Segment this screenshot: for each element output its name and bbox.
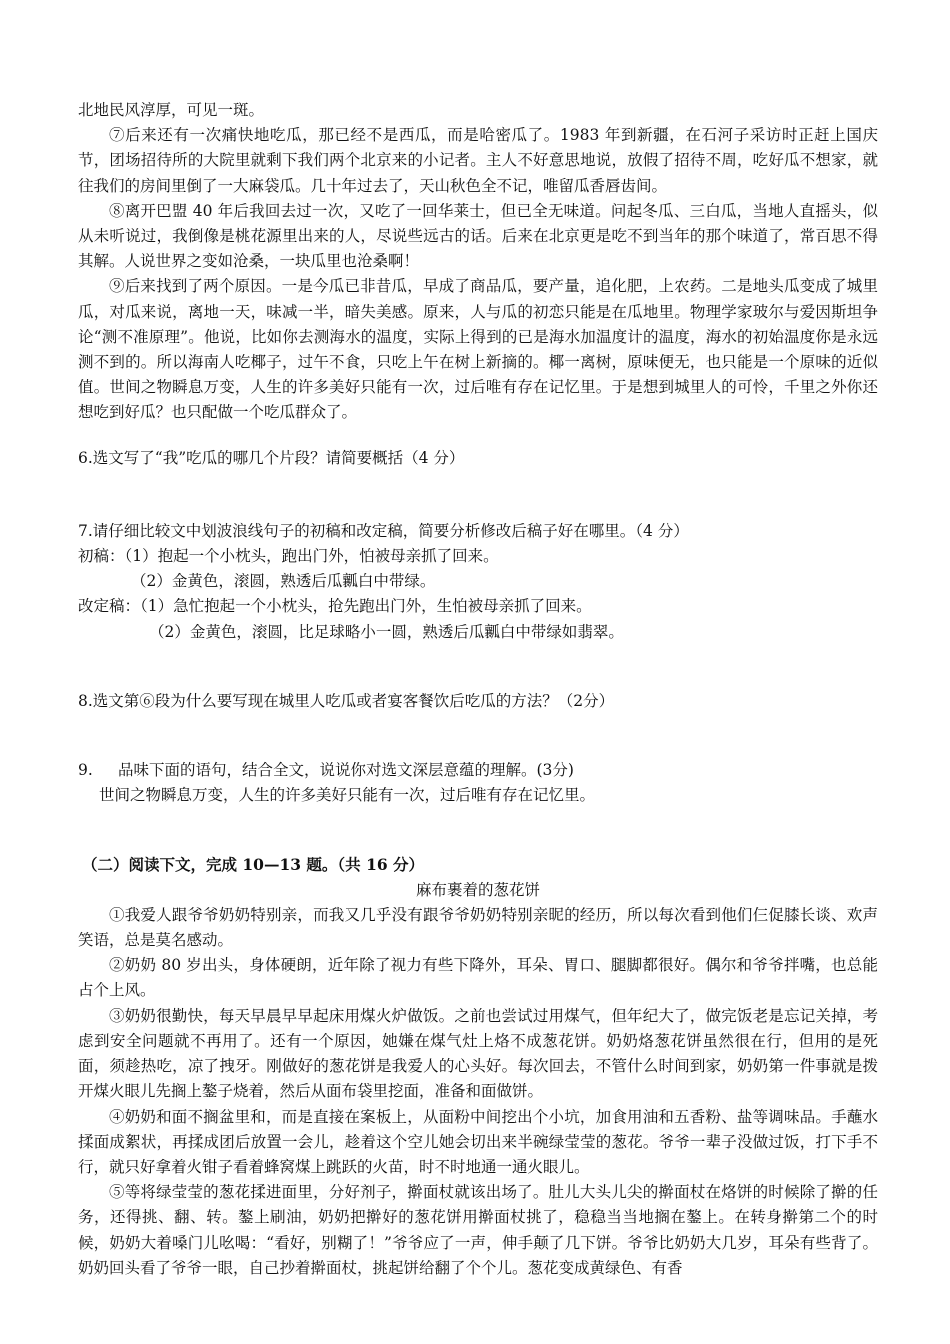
paragraph: ⑧离开巴盟 40 年后我回去过一次，又吃了一回华莱士，但已全无味道。问起冬瓜、三白瓜，当地人直摇头，似从未听说过，我倒像是桃花源里出来的人，尽说些远古的话。后来在北京更是吃不到当年的那个味道了，常百思不得其解。人说世界之变如沧桑，一块瓜里也沧桑啊！ — [78, 201, 878, 271]
final-sentence-1: （1）急忙抱起一个小枕头，抢先跑出门外，生怕被母亲抓了回来。 — [140, 597, 592, 616]
section-2 — [78, 852, 878, 1280]
paragraph: 北地民风淳厚，可见一斑。 — [78, 101, 265, 119]
paragraph: ⑦后来还有一次痛快地吃瓜，那已经不是西瓜，而是哈密瓜了。1983 年到新疆，在石河子采访时正赶上国庆节，团场招待所的大院里就剩下我们两个北京来的小记者。主人不好意思地说，放假了招待不周，吃好瓜不想家，就往我们的房间里倒了一大麻袋瓜。几十年过去了，天山秋色全不记，唯留瓜香唇齿间。 — [78, 126, 878, 195]
paragraph: ①我爱人跟爷爷奶奶特别亲，而我又几乎没有跟爷爷奶奶特别亲昵的经历，所以每次看到他们仨促膝长谈、欢声笑语，总是莫名感动。 — [78, 905, 878, 950]
question-9-stem-line — [78, 758, 878, 783]
question-9-number: 9. — [78, 761, 93, 780]
section-2-heading: （二）阅读下文，完成 10—13 题。（共 16 分） — [82, 855, 425, 875]
document-page — [78, 98, 878, 1281]
question-9-stem: 品味下面的语句，结合全文，说说你对选文深层意蕴的理解。(3分) — [118, 761, 574, 780]
question-9 — [78, 758, 878, 808]
draft-line-1 — [78, 544, 878, 569]
paragraph: ④奶奶和面不搁盆里和，而是直接在案板上，从面粉中间挖出个小坑，加食用油和五香粉、盐等调味品。手蘸水揉面成絮状，再揉成团后放置一会儿，趁着这个空儿她会切出来半碗绿莹莹的葱花。爷爷一辈子没做过饭，打下手不行，就只好拿着火钳子看着蜂窝煤上跳跃的火苗，时不时地通一通火眼儿。 — [78, 1107, 878, 1176]
question-7 — [78, 519, 878, 645]
paragraph: ⑤等将绿莹莹的葱花揉进面里，分好剂子，擀面杖就该出场了。肚儿大头儿尖的擀面杖在烙饼的时候除了擀的任务，还得挑、翻、转。鏊上刷油，奶奶把擀好的葱花饼用擀面杖挑了，稳稳当当地搁在鏊上。在转身擀第二个的时候，奶奶大着嗓门儿吆喝：“看好，别糊了！”爷爷应了一声，伸手颠了几下饼。爷爷比奶奶大几岁，耳朵有些背了。奶奶回头看了爷爷一眼，自己抄着擀面杖，挑起饼给翻了个个儿。葱花变成黄绿色、有香 — [78, 1183, 878, 1277]
draft-sentence-1: （1）抱起一个小枕头，跑出门外，怕被母亲抓了回来。 — [124, 547, 499, 566]
question-7-stem: 7.请仔细比较文中划波浪线句子的初稿和改定稿，简要分析修改后稿子好在哪里。（4 分） — [78, 521, 689, 540]
paragraph: ③奶奶很勤快，每天早晨早早起床用煤火炉做饭。之前也尝试过用煤气，但年纪大了，做完饭老是忘记关掉，考虑到安全问题就不再用了。还有一个原因，她嫌在煤气灶上烙不成葱花饼。奶奶烙葱花饼虽然很在行，但用的是死面，须趁热吃，凉了拽牙。刚做好的葱花饼是我爱人的心头好。每次回去，不管什么时间到家，奶奶第一件事就是拨开煤火眼儿先搁上鏊子烧着，然后从面布袋里挖面，准备和面做饼。 — [78, 1006, 878, 1101]
paragraph: ②奶奶 80 岁出头，身体硬朗，近年除了视力有些下降外，耳朵、胃口、腿脚都很好。偶尔和爷爷拌嘴，也总能占个上风。 — [78, 956, 878, 1000]
passage-continuation — [78, 98, 878, 426]
draft-sentence-2: （2）金黄色，滚圆，熟透后瓜瓤白中带绿。 — [131, 572, 436, 591]
question-6: 6.选文写了“我”吃瓜的哪几个片段？请简要概括（4 分） — [78, 448, 465, 467]
final-line-1 — [78, 594, 878, 619]
question-8: 8.选文第⑥段为什么要写现在城里人吃瓜或者宴客餐饮后吃瓜的方法？（2分） — [78, 691, 615, 710]
draft-label: 初稿： — [78, 547, 125, 566]
article-title: 麻布裹着的葱花饼 — [415, 880, 540, 899]
question-9-quote: 世间之物瞬息万变，人生的许多美好只能有一次，过后唯有存在记忆里。 — [99, 786, 596, 805]
final-label: 改定稿： — [78, 597, 141, 616]
paragraph: ⑨后来找到了两个原因。一是今瓜已非昔瓜，早成了商品瓜，要产量，追化肥，上农药。二是地头瓜变成了城里瓜，对瓜来说，离地一天，味减一半，暗失美感。原来，人与瓜的初恋只能是在瓜地里。物理学家玻尔与爱因斯坦争论“测不准原理”。他说，比如你去测海水的温度，实际上得到的已是海水加温度计的温度，海水的初始温度你是永远测不到的。所以海南人吃椰子，过午不食，只吃上午在树上新摘的。椰一离树，原味便无，也只能是一个原味的近似值。世间之物瞬息万变，人生的许多美好只能有一次，过后唯有存在记忆里。于是想到城里人的可怜，千里之外你还想吃到好瓜？也只配做一个吃瓜群众了。 — [78, 277, 878, 422]
final-sentence-2: （2）金黄色，滚圆，比足球略小一圆，熟透后瓜瓤白中带绿如翡翠。 — [149, 622, 624, 641]
